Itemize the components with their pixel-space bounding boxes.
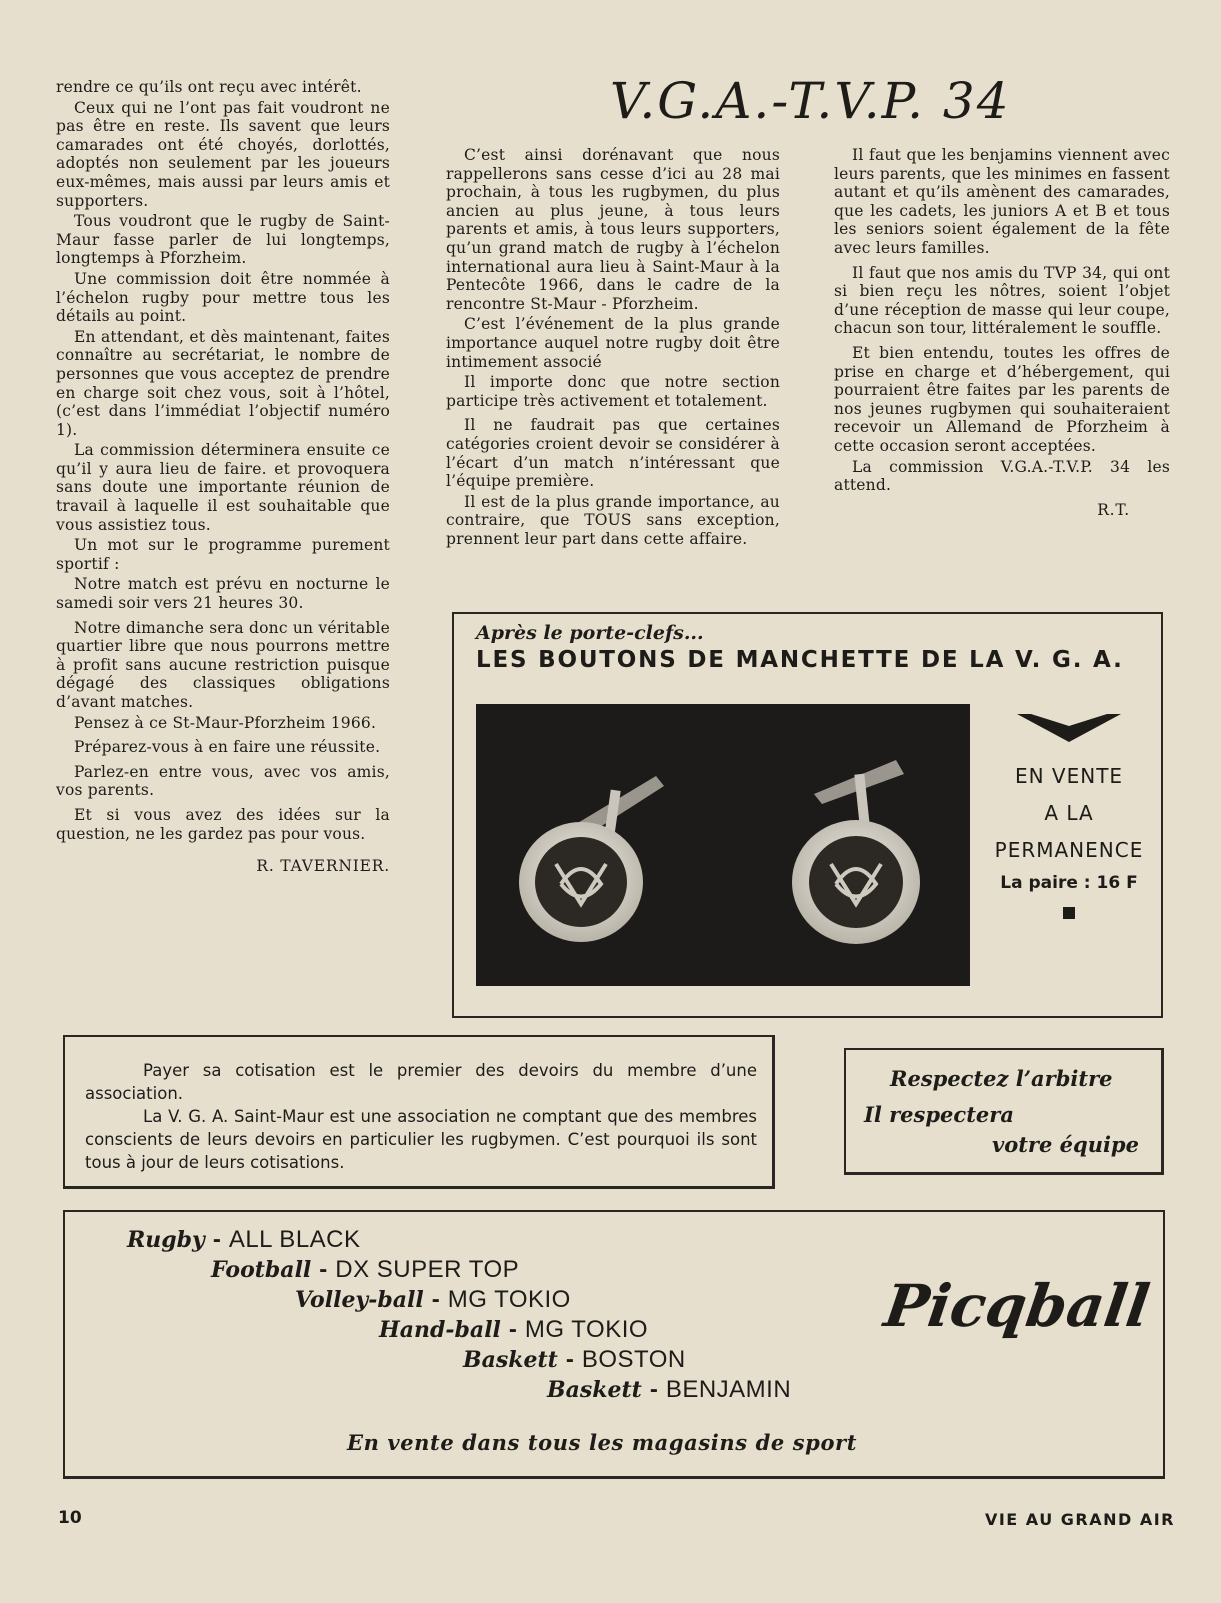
product-line bbox=[211, 1256, 519, 1284]
sport-label: Volley-ball bbox=[295, 1287, 424, 1313]
product-name: MG TOKIO bbox=[447, 1286, 571, 1313]
sale-line: EN VENTE bbox=[1014, 764, 1124, 788]
page-number: 10 bbox=[58, 1508, 82, 1528]
ad-kicker: Après le porte-clefs... bbox=[476, 622, 704, 644]
dash: - bbox=[508, 1316, 517, 1343]
product-name: BOSTON bbox=[581, 1346, 686, 1373]
sport-label: Rugby bbox=[127, 1227, 205, 1253]
arbitre-line: votre équipe bbox=[992, 1132, 1139, 1157]
paragraph: Il importe donc que notre section participe très activement et totalement. bbox=[446, 373, 780, 410]
product-name: DX SUPER TOP bbox=[335, 1256, 520, 1283]
product-line bbox=[379, 1316, 648, 1344]
ad-slogan: En vente dans tous les magasins de sport bbox=[347, 1430, 858, 1455]
dash: - bbox=[565, 1346, 574, 1373]
paragraph: rendre ce qu’ils ont reçu avec intérêt. bbox=[56, 78, 362, 96]
paragraph: Pensez à ce St-Maur-Pforzheim 1966. bbox=[74, 713, 377, 732]
paragraph: Il est de la plus grande importance, au contraire, que TOUS sans exception, prennent leur part dans cette affaire. bbox=[446, 492, 780, 548]
ad-headline: LES BOUTONS DE MANCHETTE DE LA V. G. A. bbox=[476, 647, 1124, 673]
paragraph: Un mot sur le programme purement sportif : bbox=[56, 536, 390, 573]
picqball-ad bbox=[63, 1210, 1165, 1479]
paragraph: Parlez-en entre vous, avec vos amis, vos parents. bbox=[56, 762, 390, 800]
cufflinks-illustration bbox=[476, 704, 970, 986]
cufflink-ad bbox=[452, 612, 1163, 1018]
paragraph: La commission déterminera ensuite ce qu’il y aura lieu de faire. et provoquera sans doute une importante réunion de travail à laquelle il est souhaitable que vous assistiez tous. bbox=[56, 441, 390, 534]
dash: - bbox=[319, 1256, 328, 1283]
paragraph: C’est ainsi dorénavant que nous rappellerons sans cesse d’ici au 28 mai prochain, à tous les rugbymen, du plus ancien au plus jeune, à tous leurs parents et amis, à tous leurs supporters, qu’un grand match de rugby à l’échelon international aura lieu à Saint-Maur à la Pentecôte 1966, dans le cadre de la rencontre St-Maur - Pforzheim. bbox=[446, 146, 780, 313]
paragraph: En attendant, et dès maintenant, faites connaître au secrétariat, le nombre de personnes que vous acceptez de prendre en charge soit chez vous, soit à l’hôtel, (c’est dans l’immédiat l’objectif numéro 1). bbox=[56, 327, 390, 439]
ad-price: La paire : 16 F bbox=[1000, 873, 1138, 893]
paragraph: Notre dimanche sera donc un véritable quartier libre que nous pourrons mettre à profit sans aucune restriction puisque dégagé des classiques obligations d’avant matches. bbox=[56, 618, 390, 711]
paragraph: Notre match est prévu en nocturne le samedi soir vers 21 heures 30. bbox=[56, 575, 390, 613]
dash: - bbox=[212, 1226, 221, 1253]
sport-label: Football bbox=[211, 1257, 312, 1283]
product-name: ALL BLACK bbox=[228, 1226, 361, 1253]
product-line bbox=[295, 1286, 571, 1314]
product-name: MG TOKIO bbox=[524, 1316, 649, 1343]
paragraph: La commission V.G.A.-T.V.P. 34 les attend. bbox=[834, 457, 1170, 495]
article-column-2 bbox=[446, 146, 780, 550]
paragraph: Et si vous avez des idées sur la question, ne les gardez pas pour vous. bbox=[56, 805, 390, 843]
arbitre-line: Il respectera bbox=[864, 1102, 1014, 1127]
chevron-down-icon bbox=[1017, 714, 1121, 744]
picqball-logo: Picqball bbox=[880, 1272, 1154, 1340]
ad-sale-info bbox=[979, 714, 1159, 919]
product-line bbox=[463, 1346, 686, 1374]
sport-label: Baskett bbox=[547, 1377, 642, 1403]
cotisation-notice bbox=[63, 1035, 775, 1189]
paragraph: Préparez-vous à en faire une réussite. bbox=[74, 738, 381, 757]
notice-paragraph: Payer sa cotisation est le premier des devoirs du membre d’une association. bbox=[85, 1061, 757, 1103]
sale-line: A LA bbox=[1044, 801, 1094, 825]
article-column-1 bbox=[56, 78, 390, 878]
arbitre-notice bbox=[844, 1048, 1164, 1175]
paragraph: Ceux qui ne l’ont pas fait voudront ne pas être en reste. Ils savent que leurs camarades ont été choyés, dorlottés, adoptés non seulement par les joueurs eux-mêmes, mais aussi par leurs amis et supporters. bbox=[56, 98, 390, 210]
article-signature: R. TAVERNIER. bbox=[256, 857, 390, 876]
sale-line: PERMANENCE bbox=[994, 838, 1144, 862]
paragraph: Il ne faudrait pas que certaines catégories croient devoir se considérer à l’écart d’un match n’intéressant que l’équipe première. bbox=[446, 416, 780, 491]
dash: - bbox=[431, 1286, 440, 1313]
paragraph: Il faut que les benjamins viennent avec leurs parents, que les minimes en fassent autant et qu’ils amènent des camarades, que les cadets, les juniors A et B et tous les seniors soient également de la fête avec leurs familles. bbox=[834, 146, 1170, 257]
paragraph: C’est l’événement de la plus grande importance auquel notre rugby doit être intimement associé bbox=[446, 315, 780, 371]
product-name: BENJAMIN bbox=[665, 1376, 792, 1403]
paragraph: Il faut que nos amis du TVP 34, qui ont si bien reçu les nôtres, soient l’objet d’une réception de masse qui leur coupe, chacun son tour, littéralement le souffle. bbox=[834, 263, 1170, 338]
paragraph: Une commission doit être nommée à l’échelon rugby pour mettre tous les détails au point. bbox=[56, 269, 390, 326]
article-column-3 bbox=[834, 146, 1170, 521]
sport-label: Hand-ball bbox=[379, 1317, 501, 1343]
paragraph: Et bien entendu, toutes les offres de prise en charge et d’hébergement, qui pourraient être faites par les parents de nos jeunes rugbymen qui souhaiteraient recevoir un Allemand de Pforzheim à cette occasion seront acceptées. bbox=[834, 343, 1170, 455]
sport-label: Baskett bbox=[463, 1347, 558, 1373]
product-line bbox=[547, 1376, 791, 1404]
arbitre-line: Respectez l’arbitre bbox=[890, 1066, 1113, 1091]
article-title: V.G.A.-T.V.P. 34 bbox=[610, 72, 1011, 130]
magazine-name: VIE AU GRAND AIR bbox=[984, 1510, 1175, 1529]
dash: - bbox=[649, 1376, 658, 1403]
product-line bbox=[127, 1226, 361, 1254]
paragraph: Tous voudront que le rugby de Saint-Maur fasse parler de lui longtemps, longtemps à Pforzheim. bbox=[56, 212, 390, 268]
notice-paragraph: La V. G. A. Saint-Maur est une association ne comptant que des membres conscients de leurs devoirs en particulier les rugbymen. C’est pourquoi ils sont tous à jour de leurs cotisations. bbox=[85, 1107, 757, 1172]
article-signature: R.T. bbox=[1097, 500, 1130, 519]
square-bullet-icon bbox=[1063, 907, 1075, 919]
cufflinks-photo bbox=[476, 704, 970, 986]
